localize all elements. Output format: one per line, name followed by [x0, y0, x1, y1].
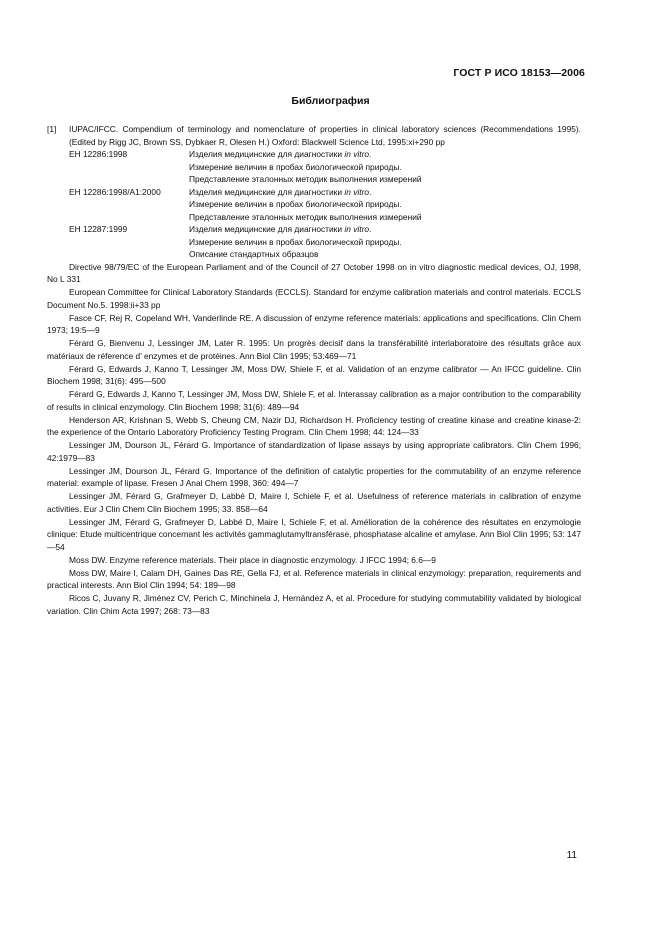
standard-code-cell: ЕН 12286:1998 — [69, 149, 128, 159]
standard-title-cell — [189, 186, 422, 224]
standard-title-cell — [189, 223, 422, 261]
reference-item: Lessinger JM, Dourson JL, Férard G. Importance of standardization of lipase assays by using appropriate calibrators. Clin Chem 1996; 42:1979—83 — [47, 440, 581, 463]
standard-title-line — [189, 148, 422, 161]
reference-item: Moss DW. Enzyme reference materials. Their place in diagnostic enzymology. J IFCC 1994; 6.6—9 — [69, 554, 436, 565]
standard-title-suffix: . — [369, 149, 372, 159]
standard-title-italic: in vitro — [344, 149, 370, 159]
reference-item: Férard G, Edwards J, Kanno T, Lessinger JM, Moss DW, Shiele F, et al. Validation of an enzyme calibrator — An IFCC guideline. Clin Biochem 1998; 31(6): 495—500 — [47, 363, 581, 386]
standard-title-cell — [189, 148, 422, 186]
standard-title-line: Измерение величин в пробах биологической природы. — [189, 161, 402, 172]
standard-row — [69, 186, 422, 224]
standard-title-suffix: . — [369, 186, 372, 197]
reference-item: Lessinger JM, Férard G, Grafmeyer D, Labbé D, Maire I, Schiele F, et al. Amélioration de la cohérence des résultates en enzymologie clinique: Etude multicentrique concernant les activités gammaglutamyltransférase, phosphatase alcaline et amylase. Ann Biol Clin 1995; 53: 147—54 — [47, 516, 581, 552]
standard-code-cell: ЕН 12287:1999 — [69, 224, 128, 234]
reference-item: Férard G, Edwards J, Kanno T, Lessinger JM, Moss DW, Shiele F, et al. Interassay calibration as a major contribution to the comparability of results in clinical enzymology. Clin Biochem 1998; 31(6): 489—94 — [47, 389, 581, 412]
reference-item: European Committee for Clinical Laboratory Standards (ECCLS). Standard for enzyme calibration materials and control materials. ECCLS Document No.5. 1998:ii+33 pp — [47, 287, 581, 310]
reference-text: IUPAC/IFCC. Compendium of terminology and nomenclature of properties in clinical laboratory sciences (Recommendations 1995). (Edited by Rigg JC, Brown SS, Dybkaer R, Olesen H.) Oxford: Blackwell Science Ltd, 1995:xi+290 pp — [69, 124, 581, 147]
standard-row — [69, 223, 422, 261]
bibliography-title: Библиография — [291, 95, 370, 107]
reference-item: Lessinger JM, Dourson JL, Férard G. Importance of the definition of catalytic properties for the commutability of an enzyme reference material: example of lipase. Fresen J Anal Chem 1998, 360: 494—7 — [47, 465, 581, 488]
reference-1 — [47, 123, 581, 148]
reference-item: Lessinger JM, Férard G, Grafmeyer D, Labbé D, Maire I, Schiele F, et al. Usefulness of reference materials in calibration of enzyme activities. Eur J Clin Chem Clin Biochem 1995; 33. 858—64 — [47, 491, 581, 514]
standard-title-line: Описание стандартных образцов — [189, 249, 319, 259]
standard-row — [69, 148, 422, 186]
standard-title-line — [189, 186, 422, 199]
page-number: 11 — [566, 850, 577, 861]
reference-item: Directive 98/79/EC of the European Parliament and of the Council of 27 October 1998 on in vitro diagnostic medical devices, OJ, 1998, No L 331 — [47, 261, 581, 284]
bibliography-content — [47, 123, 581, 618]
reference-list — [47, 261, 581, 618]
standard-title-italic: in vitro — [344, 186, 370, 197]
standard-title-line: Измерение величин в пробах биологической природы. — [189, 236, 402, 247]
standard-title-text: Изделия медицинские для диагностики — [189, 149, 345, 159]
standard-title-line — [189, 223, 422, 236]
standard-title-line: Представление эталонных методик выполнения измерений — [189, 174, 422, 184]
reference-item: Fasce CF, Rej R, Copeland WH, Vanderlinde RE. A discussion of enzyme reference materials: applications and specifications. Clin Chem 1973; 19:5—9 — [47, 312, 581, 335]
reference-item: Férard G, Bienvenu J, Lessinger JM, Later R. 1995: Un progrès decisif dans la transférabilité interlaboratoire des résultats grâce aux matériaux de réference d’ enzymes et de protéines. Ann Biol Clin 1995; 53:469—71 — [47, 338, 581, 361]
reference-item: Ricos C, Juvany R, Jiménez CV, Perich C, Minchinela J, Hernández A, et al. Procedure for studying commutability validated by biological variation. Clin Chim Acta 1997; 268: 73—83 — [47, 593, 581, 616]
standards-table — [69, 148, 422, 261]
standard-title-italic: in vitro — [344, 224, 370, 234]
reference-item: Henderson AR, Krishnan S, Webb S, Cheung CM, Nazir DJ, Richardson H. Proficiency testing of creatine kinase and creatine kinase-2: the experience of the Ontario Laboratory Proficiency Testing Program. Clin Chem 1998; 44: 124—33 — [47, 414, 581, 437]
standard-title-line: Представление эталонных методик выполнения измерений — [189, 211, 422, 222]
standard-code: ГОСТ Р ИСО 18153—2006 — [453, 67, 585, 79]
standard-title-text: Изделия медицинские для диагностики — [189, 186, 345, 197]
standard-code-cell: ЕН 12286:1998/А1:2000 — [69, 186, 161, 197]
reference-item: Moss DW, Maire I, Calam DH, Gaines Das RE, Gella FJ, et al. Reference materials in clinical enzymology: preparation, requirements and practical interests. Ann Biol Clin 1994; 54: 189—98 — [47, 567, 581, 590]
standard-title-text: Изделия медицинские для диагностики — [189, 224, 345, 234]
standard-title-line: Измерение величин в пробах биологической природы. — [189, 199, 402, 209]
reference-number: [1] — [47, 124, 57, 134]
standard-title-suffix: . — [369, 224, 372, 234]
